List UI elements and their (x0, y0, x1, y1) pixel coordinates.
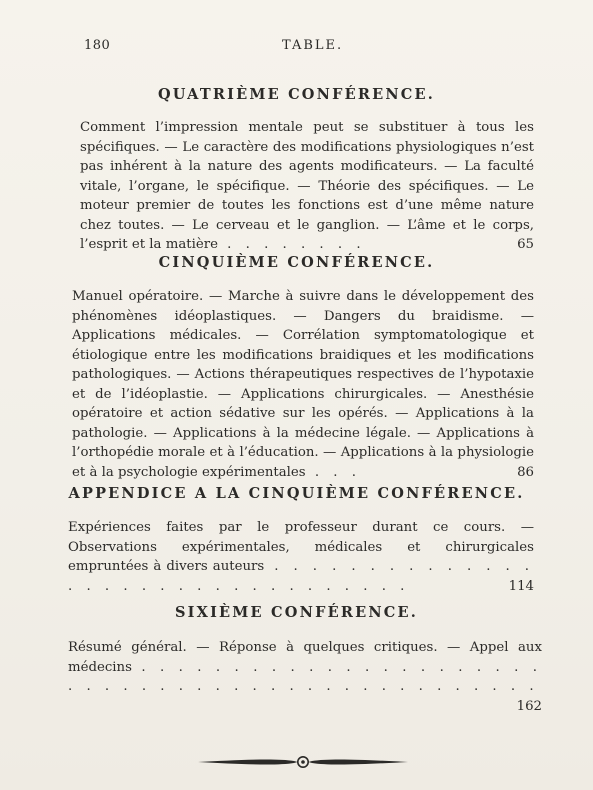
entry-page-number: 86 (517, 464, 534, 480)
section-title: SIXIÈME CONFÉRENCE. (174, 604, 419, 621)
leader-dots: . . . (305, 464, 361, 480)
section-title: CINQUIÈME CONFÉRENCE. (158, 254, 435, 271)
ornament-center-dot (301, 760, 305, 764)
section-quatrieme (0, 86, 593, 103)
ornament-right-blade (309, 759, 408, 764)
section-entry (80, 118, 534, 255)
section-sixieme (0, 604, 593, 621)
ornament-divider (196, 752, 410, 772)
section-entry (68, 638, 542, 716)
section-title: QUATRIÈME CONFÉRENCE. (157, 86, 436, 103)
entry-text: Expériences faites par le professeur durant ce cours. — Observations expérimentales, médicales et chirurgicales empruntées à divers auteurs (68, 520, 534, 574)
section-appendice (0, 485, 593, 502)
page-header (84, 30, 534, 60)
page-number: 180 (84, 38, 111, 53)
entry-page-number: 65 (517, 237, 534, 252)
entry-text: Manuel opératoire. — Marche à suivre dans le développement des phénomènes idéoplastiques. — Dangers du braidisme. — Applications médicales. — Corrélation symptomatologique et étiologique entre les modifications braidiques et les modifications pathologiques. — Actions thérapeutiques respectives de l’hypotaxie et de l’idéoplastie. — Applications chirurgicales. — Anesthésie opératoire et action sédative sur les opérés. — Applications à la pathologie. — Applications à la médecine légale. — Applications à l’orthopédie morale et à l’éducation. — Applications à la physiologie et à la psychologie expérimentales (72, 289, 534, 480)
entry-page-number: 162 (516, 698, 542, 714)
entry-text: Résumé général. — Réponse à quelques critiques. — Appel aux médecins (68, 640, 542, 675)
section-cinquieme (0, 254, 593, 271)
section-entry (72, 287, 534, 482)
section-entry (68, 518, 534, 596)
leader-dots: . . . . . . . . . . . . . . . . . . . . . . . . . . . . . . . . . (68, 559, 534, 594)
entry-text: Comment l’impression mentale peut se substituer à tous les spécifiques. — Le caractère des modifications physiologiques n’est pas inhérent à la nature des agents modificateurs. — La faculté vitale, l’organe, le spécifique. — Théorie des spécifiques. — Le moteur premier de toutes les fonctions est d’une même nature chez toutes. — Le cerveau et le ganglion. — L’âme et le corps, l’esprit et la matière (80, 120, 534, 252)
ornament-left-blade (198, 759, 297, 764)
leader-dots: . . . . . . . . (217, 237, 366, 252)
running-head: TABLE. (282, 38, 344, 53)
leader-dots: . . . . . . . . . . . . . . . . . . . . . . . . . . . . . . . . . . . . . . . . . . . . . . . . (68, 659, 542, 694)
entry-page-number: 114 (508, 578, 534, 594)
section-title: APPENDICE A LA CINQUIÈME CONFÉRENCE. (68, 485, 525, 502)
